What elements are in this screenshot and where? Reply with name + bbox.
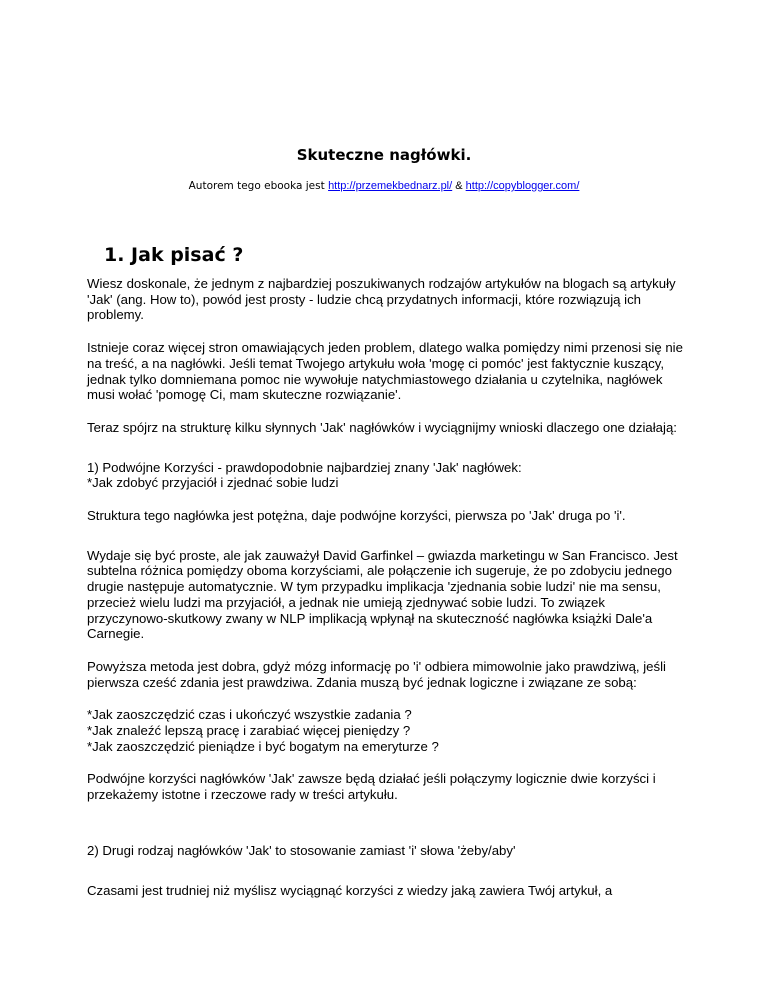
- paragraph-structure-power: Struktura tego nagłówka jest potężna, daje podwójne korzyści, pierwsza po 'Jak' druga po 'i'.: [87, 508, 626, 524]
- author-separator: &: [452, 180, 466, 192]
- paragraph-double-benefits-summary: Podwójne korzyści nagłówków 'Jak' zawsze będą działać jeśli połączymy logicznie dwie korzyści i przekażemy istotne i rzeczowe rady w treści artykułu.: [87, 771, 656, 803]
- document-title: Skuteczne nagłówki.: [296, 146, 472, 164]
- paragraph-method: Powyższa metoda jest dobra, gdyż mózg informację po 'i' odbiera mimowolnie jako prawdziwą, jeśli pierwsza cześć zdania jest prawdziwa. Zdania muszą być jednak logiczne i związane ze sobą:: [87, 658, 666, 690]
- paragraph-structure-intro: Teraz spójrz na strukturę kilku słynnych 'Jak' nagłówków i wyciągnijmy wnioski dlaczego one działają:: [87, 419, 677, 435]
- paragraph-competition: Istnieje coraz więcej stron omawiających jeden problem, dlatego walka pomiędzy nimi przenosi się nie na treść, a na nagłówki. Jeśli temat Twojego artykułu woła 'mogę ci pomóc' jest faktycznie kuszący, jednak tylko domniemana pomoc nie wywołuje natychmiastowego działania u czytelnika, nagłówek musi wołać 'pomogę Ci, mam skuteczne rozwiązanie'.: [87, 340, 683, 403]
- author-link-przemekbednarz[interactable]: http://przemekbednarz.pl/: [328, 180, 453, 192]
- paragraph-examples: *Jak zaoszczędzić czas i ukończyć wszystkie zadania ? *Jak znaleźć lepszą pracę i zarabiać więcej pieniędzy ? *Jak zaoszczędzić pieniądze i być bogatym na emeryturze ?: [87, 707, 439, 754]
- author-line: [0, 180, 768, 192]
- paragraph-second-type: 2) Drugi rodzaj nagłówków 'Jak' to stosowanie zamiast 'i' słowa 'żeby/aby': [87, 842, 516, 858]
- paragraph-double-benefits: 1) Podwójne Korzyści - prawdopodobnie najbardziej znany 'Jak' nagłówek: *Jak zdobyć przyjaciół i zjednać sobie ludzi: [87, 459, 522, 491]
- section-heading: 1. Jak pisać ?: [104, 244, 244, 266]
- paragraph-garfinkel: Wydaje się być proste, ale jak zauważył David Garfinkel – gwiazda marketingu w San Francisco. Jest subtelna różnica pomiędzy oboma korzyściami, ale połączenie ich sugeruje, że po zdobyciu jednego drugie następuje automatycznie. W tym przypadku implikacja 'zjednania sobie ludzi' nie ma sensu, przecież wielu ludzi ma przyjaciół, a jednak nie umieją zjednywać sobie ludzi. To związek przyczynowo-skutkowy zwany w NLP implikacją wpłynął na skuteczność nagłówka książki Dale'a Carnegie.: [87, 547, 678, 642]
- body-text: [87, 276, 697, 898]
- author-prefix: Autorem tego ebooka jest: [188, 180, 329, 192]
- author-link-copyblogger[interactable]: http://copyblogger.com/: [465, 180, 580, 192]
- paragraph-intro: Wiesz doskonale, że jednym z najbardziej poszukiwanych rodzajów artykułów na blogach są artykuły 'Jak' (ang. How to), powód jest prosty - ludzie chcą przydatnych informacji, które rozwiązują ich problemy.: [87, 276, 676, 323]
- paragraph-sometimes: Czasami jest trudniej niż myślisz wyciągnąć korzyści z wiedzy jaką zawiera Twój artykuł, a: [87, 882, 613, 898]
